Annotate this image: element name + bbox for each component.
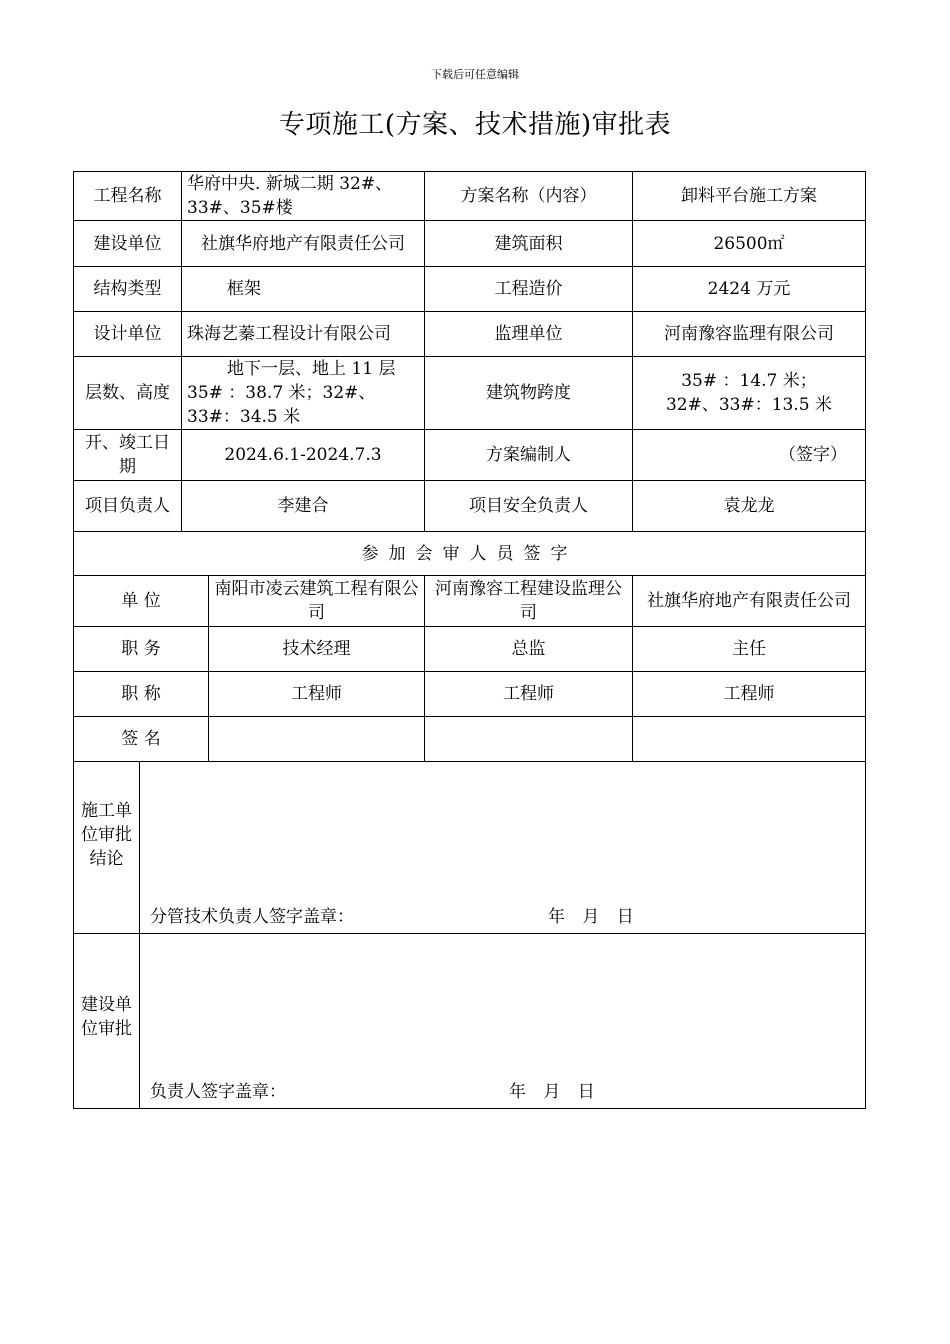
project-name-label: 工程名称: [74, 172, 182, 221]
area-value: 26500㎡: [633, 221, 866, 267]
reviewer-unit-1: 南阳市凌云建筑工程有限公司: [209, 576, 425, 627]
floors-line-2: 35# ：38.7 米；32#、33#：34.5 米: [187, 383, 376, 427]
area-label: 建筑面积: [425, 221, 633, 267]
reviewer-position-1: 技术经理: [209, 627, 425, 672]
span-value: [633, 357, 866, 430]
floors-value: [182, 357, 425, 430]
span-line-2: 32#、33#：13.5 米: [665, 395, 832, 415]
row-reviewer-titles: [74, 672, 866, 717]
row-structure: [74, 267, 866, 312]
floors-line-1: 地下一层、地上 11 层: [227, 359, 396, 379]
floors-label: 层数、高度: [74, 357, 182, 430]
designer-label: 设计单位: [74, 312, 182, 357]
supervisor-value: 河南豫容监理有限公司: [633, 312, 866, 357]
span-line-1: 35# ：14.7 米；: [681, 371, 817, 391]
owner-approval-label: [74, 934, 140, 1109]
header-note: 下载后可任意编辑: [431, 68, 519, 81]
row-reviewer-positions: [74, 627, 866, 672]
owner-approval-area[interactable]: [140, 934, 866, 1109]
approval-table: [73, 171, 866, 1109]
document-title: 专项施工(方案、技术措施)审批表: [278, 110, 672, 140]
row-project-name: [74, 172, 866, 221]
author-sign: （签字）: [633, 430, 866, 481]
supervisor-label: 监理单位: [425, 312, 633, 357]
reviewer-signature-3[interactable]: [633, 717, 866, 762]
structure-value: 框架: [182, 267, 425, 312]
row-reviewers-heading: [74, 532, 866, 576]
reviewer-signature-2[interactable]: [425, 717, 633, 762]
row-dates: [74, 430, 866, 481]
reviewer-position-2: 总监: [425, 627, 633, 672]
cost-label: 工程造价: [425, 267, 633, 312]
reviewer-title-3: 工程师: [633, 672, 866, 717]
plan-name-label: 方案名称（内容）: [425, 172, 633, 221]
dates-label: 开、竣工日期: [74, 430, 182, 481]
position-label: 职 务: [74, 627, 209, 672]
reviewers-heading: 参加会审人员签字: [74, 532, 866, 576]
construction-date-label: 年 月 日: [548, 907, 634, 927]
row-owner-approval: [74, 934, 866, 1109]
row-construction-approval: [74, 762, 866, 934]
reviewer-title-2: 工程师: [425, 672, 633, 717]
sign-label: 签 名: [74, 717, 209, 762]
cost-value: 2424 万元: [633, 267, 866, 312]
project-name-value: 华府中央. 新城二期 32#、33#、35#楼: [182, 172, 425, 221]
plan-name-value: 卸料平台施工方案: [633, 172, 866, 221]
row-reviewer-units: [74, 576, 866, 627]
author-label: 方案编制人: [425, 430, 633, 481]
row-builder: [74, 221, 866, 267]
dates-value: 2024.6.1-2024.7.3: [182, 430, 425, 481]
unit-label: 单 位: [74, 576, 209, 627]
owner-signature-label: 负责人签字盖章：: [150, 1082, 286, 1102]
span-label: 建筑物跨度: [425, 357, 633, 430]
construction-signature-label: 分管技术负责人签字盖章：: [150, 907, 354, 927]
designer-value: 珠海艺蓁工程设计有限公司: [182, 312, 425, 357]
row-floors: [74, 357, 866, 430]
row-designer: [74, 312, 866, 357]
construction-signature-line: [150, 905, 855, 929]
structure-label: 结构类型: [74, 267, 182, 312]
owner-signature-line: [150, 1080, 855, 1104]
owner-date-label: 年 月 日: [509, 1082, 595, 1102]
construction-approval-area[interactable]: [140, 762, 866, 934]
pm-label: 项目负责人: [74, 481, 182, 532]
reviewer-signature-1[interactable]: [209, 717, 425, 762]
reviewer-unit-3: 社旗华府地产有限责任公司: [633, 576, 866, 627]
title-label: 职 称: [74, 672, 209, 717]
builder-label: 建设单位: [74, 221, 182, 267]
safety-label: 项目安全负责人: [425, 481, 633, 532]
row-managers: [74, 481, 866, 532]
owner-approval-label-text: 建设单位审批: [81, 995, 132, 1039]
reviewer-title-1: 工程师: [209, 672, 425, 717]
builder-value: 社旗华府地产有限责任公司: [182, 221, 425, 267]
pm-value: 李建合: [182, 481, 425, 532]
safety-value: 袁龙龙: [633, 481, 866, 532]
reviewer-position-3: 主任: [633, 627, 866, 672]
reviewer-unit-2: 河南豫容工程建设监理公司: [425, 576, 633, 627]
row-reviewer-signatures: [74, 717, 866, 762]
construction-approval-label-text: 施工单位审批结论: [81, 800, 132, 869]
construction-approval-label: [74, 762, 140, 934]
